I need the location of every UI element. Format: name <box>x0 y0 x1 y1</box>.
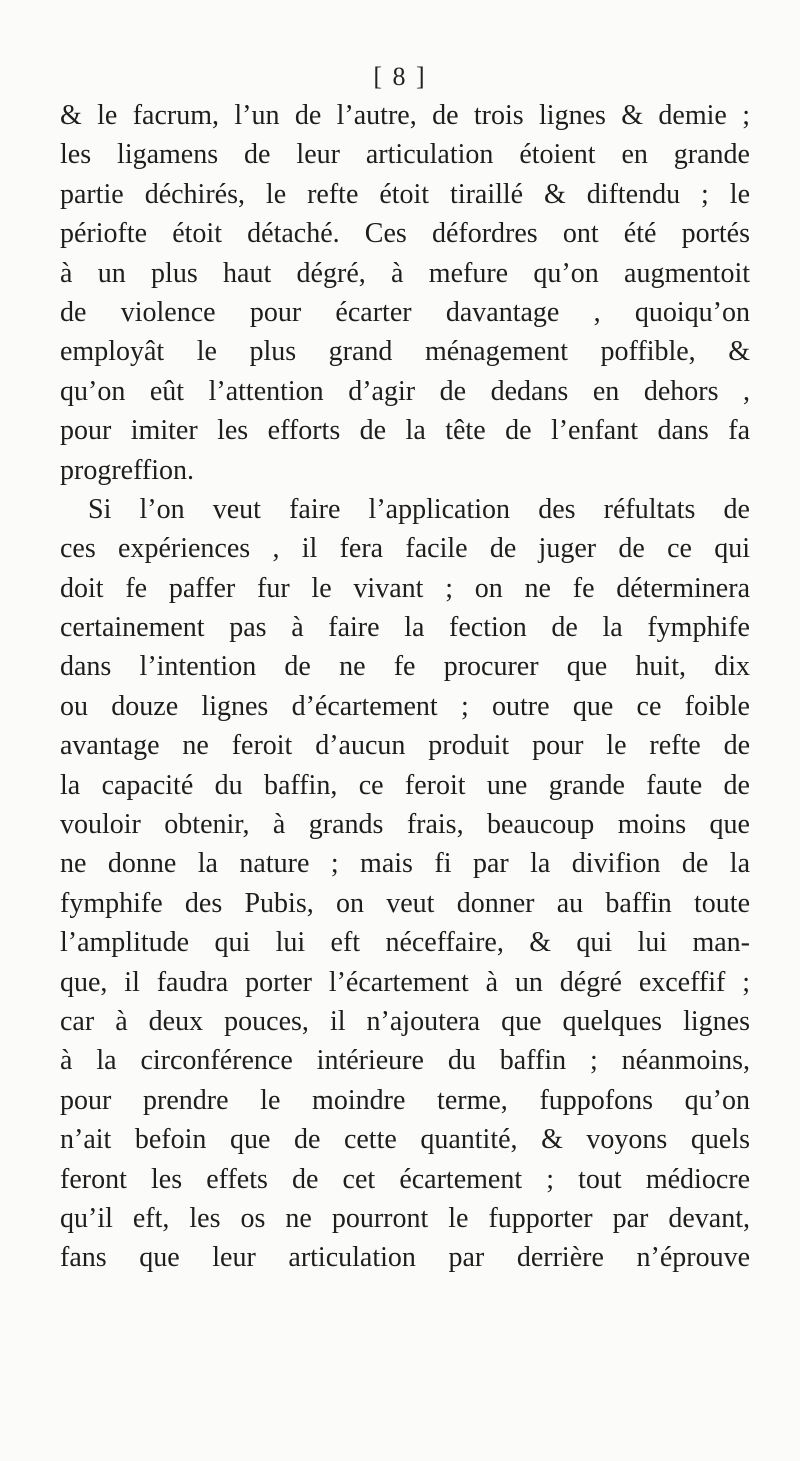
text-line: ou douze lignes d’écartement ; outre que ce foible <box>60 690 750 722</box>
paragraph-end-line: progreffion. <box>60 454 194 486</box>
text-line: ne donne la nature ; mais fi par la divifion de la <box>60 848 750 880</box>
text-line: à un plus haut dégré, à mefure qu’on augmentoit <box>60 257 750 289</box>
paragraph-start-line: Si l’on veut faire l’application des réfultats de <box>88 493 750 525</box>
text-line: partie déchirés, le refte étoit tiraillé & diftendu ; le <box>60 178 750 210</box>
text-line: ces expériences , il fera facile de juger de ce qui <box>60 533 750 565</box>
text-line: fymphife des Pubis, on veut donner au baffin toute <box>60 887 750 919</box>
text-line: qu’il eft, les os ne pourront le fupporter par devant, <box>60 1202 750 1234</box>
text-line: pour imiter les efforts de la tête de l’enfant dans fa <box>60 415 750 447</box>
text-line: l’amplitude qui lui eft néceffaire, & qui lui man- <box>60 927 750 959</box>
text-line: la capacité du baffin, ce feroit une grande faute de <box>60 769 750 801</box>
text-line: certainement pas à faire la fection de la fymphife <box>60 612 750 644</box>
text-line: que, il faudra porter l’écartement à un dégré exceffif ; <box>60 966 750 998</box>
text-line: avantage ne feroit d’aucun produit pour le refte de <box>60 730 750 762</box>
text-line: & le facrum, l’un de l’autre, de trois lignes & demie ; <box>60 100 750 131</box>
text-line: de violence pour écarter davantage , quoiqu’on <box>60 296 750 328</box>
text-line: à la circonférence intérieure du baffin ; néanmoins, <box>60 1045 750 1077</box>
text-line: pour prendre le moindre terme, fuppofons qu’on <box>60 1084 750 1116</box>
body-text <box>60 96 750 1278</box>
text-line: vouloir obtenir, à grands frais, beaucoup moins que <box>60 809 750 841</box>
text-line: employât le plus grand ménagement poffible, & <box>60 336 750 368</box>
text-line: doit fe paffer fur le vivant ; on ne fe déterminera <box>60 572 750 604</box>
text-line: les ligamens de leur articulation étoient en grande <box>60 139 750 171</box>
text-line: périofte étoit détaché. Ces défordres ont été portés <box>60 218 750 250</box>
text-line: fans que leur articulation par derrière n’éprouve <box>60 1242 750 1274</box>
text-line: qu’on eût l’attention d’agir de dedans en dehors , <box>60 375 750 407</box>
text-line: n’ait befoin que de cette quantité, & voyons quels <box>60 1124 750 1156</box>
text-line: feront les effets de cet écartement ; tout médiocre <box>60 1163 750 1195</box>
page-number-header: [ 8 ] <box>373 62 427 91</box>
text-line: car à deux pouces, il n’ajoutera que quelques lignes <box>60 1005 750 1037</box>
text-line: dans l’intention de ne fe procurer que huit, dix <box>60 651 750 683</box>
